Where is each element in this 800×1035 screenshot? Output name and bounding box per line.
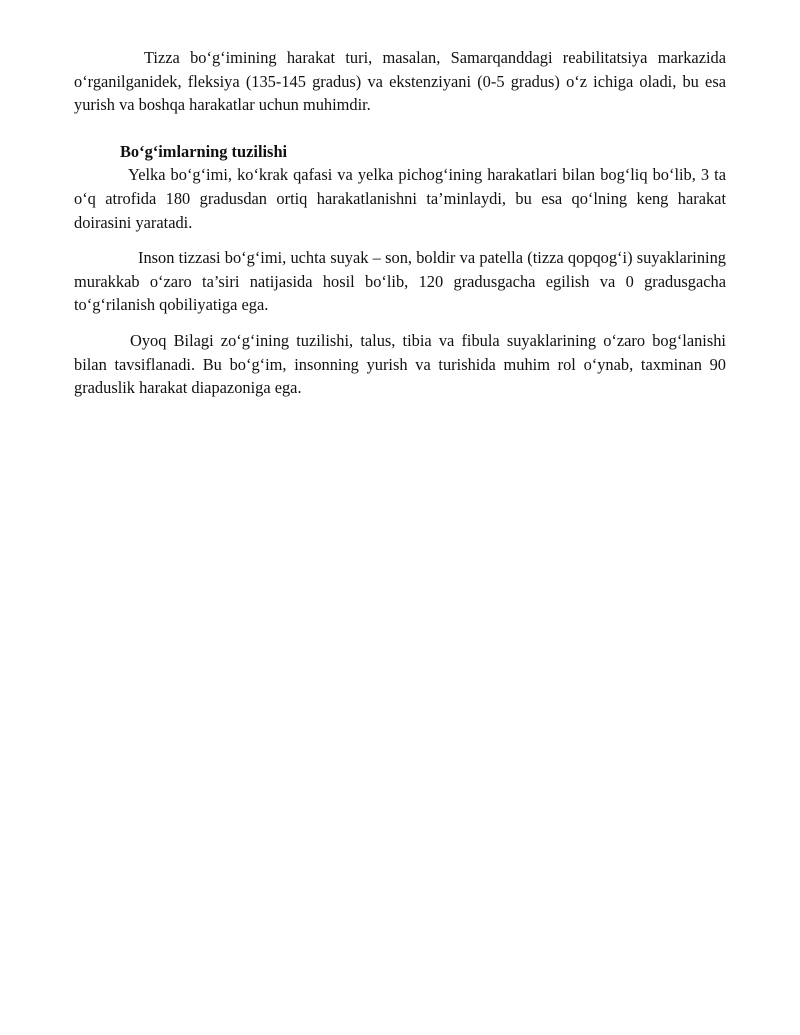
section-heading: Bo‘g‘imlarning tuzilishi: [120, 141, 288, 161]
paragraph-ankle-joint: Oyoq Bilagi zo‘g‘ining tuzilishi, talus, tibia va fibula suyaklarining o‘zaro bog‘lanishi bilan tavsiflanadi. Bu bo‘g‘im, insonning yurish va turishida muhim rol o‘ynab, taxminan 90 graduslik harakat diapazoniga ega.: [74, 330, 726, 398]
paragraph-knee-motion: Tizza bo‘g‘imining harakat turi, masalan, Samarqanddagi reabilitatsiya markazida o‘rganilganidek, fleksiya (135-145 gradus) va ekstenziyani (0-5 gradus) o‘z ichiga oladi, bu esa yurish va boshqa harakatlar uchun muhimdir.: [74, 48, 726, 115]
document-page: [74, 46, 726, 400]
paragraph-shoulder-joint: Yelka bo‘g‘imi, ko‘krak qafasi va yelka pichog‘ining harakatlari bilan bog‘liq bo‘lib, 3 ta o‘q atrofida 180 gradusdan ortiq harakatlanishni ta’minlaydi, bu esa qo‘lning keng harakat doirasini yaratadi.: [74, 165, 726, 232]
paragraph-knee-joint: Inson tizzasi bo‘g‘imi, uchta suyak – son, boldir va patella (tizza qopqog‘i) suyaklarining murakkab o‘zaro ta’siri natijasida hosil bo‘lib, 120 gradusgacha egilish va 0 gradusgacha to‘g‘rilanish qobiliyatiga ega.: [74, 248, 726, 315]
